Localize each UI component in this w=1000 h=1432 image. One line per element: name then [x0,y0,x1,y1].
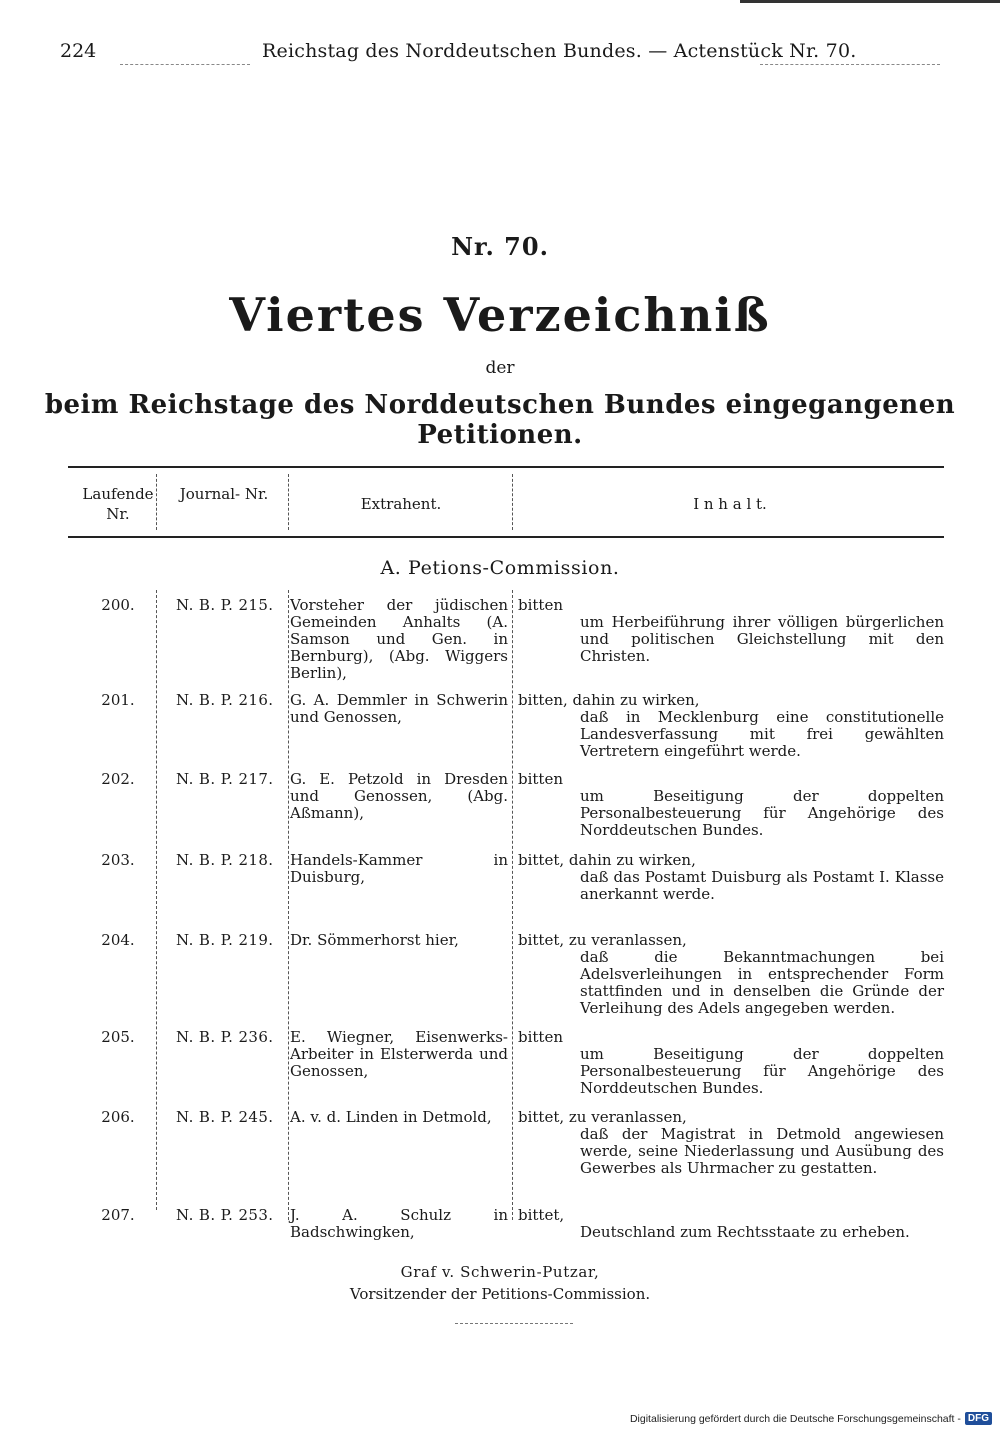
inhalt-text: um Beseitigung der doppelten Personalbesteuerung für Angehörige des Norddeutschen Bundes. [580,787,944,839]
column-header-laufende: Laufende Nr. [82,485,154,523]
extrahent: J. A. Schulz in Badschwingken, [290,1206,508,1241]
row-number: 201. [101,691,135,709]
column-divider [288,474,289,530]
column-header-journal: Journal- Nr. [179,485,269,503]
running-head: Reichstag des Norddeutschen Bundes. — Actenstück Nr. 70. [262,40,857,62]
extrahent: E. Wiegner, Eisenwerks-Arbeiter in Elsterwerda und Genossen, [290,1028,508,1080]
row-number: 207. [101,1206,135,1224]
inhalt [518,852,944,903]
inhalt-text: daß das Postamt Duisburg als Postamt I. Klasse anerkannt werde. [580,868,944,903]
inhalt-verb: bitten [518,770,563,788]
inhalt-verb: bittet, zu veranlassen, [518,1108,687,1126]
journal-number: N. B. P. 217. [176,770,274,788]
signature-role: Vorsitzender der Petitions-Commission. [349,1285,651,1303]
inhalt [518,1207,944,1241]
extrahent: A. v. d. Linden in Detmold, [290,1108,492,1126]
document-subtitle: beim Reichstage des Norddeutschen Bundes eingegangenen Petitionen. [44,390,956,450]
section-title: A. Petions-Commission. [380,557,620,579]
inhalt-text: um Beseitigung der doppelten Personalbesteuerung für Angehörige des Norddeutschen Bundes. [580,1045,944,1097]
inhalt [518,692,944,760]
inhalt [518,1029,944,1097]
column-header-extrahent: Extrahent. [360,495,442,513]
journal-number: N. B. P. 216. [176,691,274,709]
column-divider [512,590,513,1220]
row-number: 200. [101,596,135,614]
journal-number: N. B. P. 215. [176,596,274,614]
column-header-inhalt: I n h a l t. [693,495,767,513]
inhalt-text: Deutschland zum Rechtsstaate zu erheben. [580,1223,910,1241]
inhalt [518,597,944,665]
journal-number: N. B. P. 253. [176,1206,274,1224]
document-connector: der [485,358,515,378]
page-number: 224 [60,40,97,62]
journal-number: N. B. P. 218. [176,851,274,869]
extrahent: Handels-Kammer in Duisburg, [290,851,508,886]
row-number: 205. [101,1028,135,1046]
inhalt-text: daß die Bekanntmachungen bei Adelsverleihungen in entsprechender Form stattfinden und in denselben die Gründe der Verleihung des Adels angegeben werden. [580,948,944,1017]
inhalt-verb: bittet, zu veranlassen, [518,931,687,949]
extrahent: Dr. Sömmerhorst hier, [290,931,459,949]
row-number: 204. [101,931,135,949]
inhalt-verb: bitten [518,1028,563,1046]
inhalt [518,771,944,839]
row-number: 206. [101,1108,135,1126]
column-divider [512,474,513,530]
extrahent: G. E. Petzold in Dresden und Genossen, (Abg. Aßmann), [290,770,508,822]
journal-number: N. B. P. 245. [176,1108,274,1126]
document-title: Viertes Verzeichniß [229,288,771,342]
column-divider [156,590,157,1210]
inhalt-text: daß in Mecklenburg eine constitutionelle Landesverfassung mit frei gewählten Vertretern eingeführt werde. [580,708,944,760]
inhalt-verb: bitten, dahin zu wirken, [518,691,700,709]
end-rule [455,1323,573,1324]
inhalt-verb: bittet, [518,1206,565,1224]
table-header-rule [68,536,944,538]
inhalt-verb: bittet, dahin zu wirken, [518,851,696,869]
digitization-footer [630,1412,992,1425]
scan-edge-mark [740,0,1000,9]
document-number: Nr. 70. [451,232,549,261]
inhalt [518,932,944,1017]
dfg-logo-icon: DFG [965,1412,992,1425]
inhalt-text: um Herbeiführung ihrer völligen bürgerlichen und politischen Gleichstellung mit den Christen. [580,613,944,665]
header-dash-right [760,64,940,65]
row-number: 202. [101,770,135,788]
extrahent: Vorsteher der jüdischen Gemeinden Anhalts (A. Samson und Gen. in Bernburg), (Abg. Wiggers Berlin), [290,596,508,682]
table-top-rule [68,466,944,468]
inhalt-text: daß der Magistrat in Detmold angewiesen werde, seine Niederlassung und Ausübung des Gewerbes als Uhrmacher zu gestatten. [580,1125,944,1177]
row-number: 203. [101,851,135,869]
header-dash-left [120,64,250,65]
journal-number: N. B. P. 219. [176,931,274,949]
column-divider [288,590,289,1220]
extrahent: G. A. Demmler in Schwerin und Genossen, [290,691,508,726]
journal-number: N. B. P. 236. [176,1028,274,1046]
footer-credit: Digitalisierung gefördert durch die Deutsche Forschungsgemeinschaft - [629,1412,961,1425]
signature-name: Graf v. Schwerin-Putzar, [400,1263,600,1281]
inhalt-verb: bitten [518,596,563,614]
column-divider [156,474,157,530]
inhalt [518,1109,944,1177]
